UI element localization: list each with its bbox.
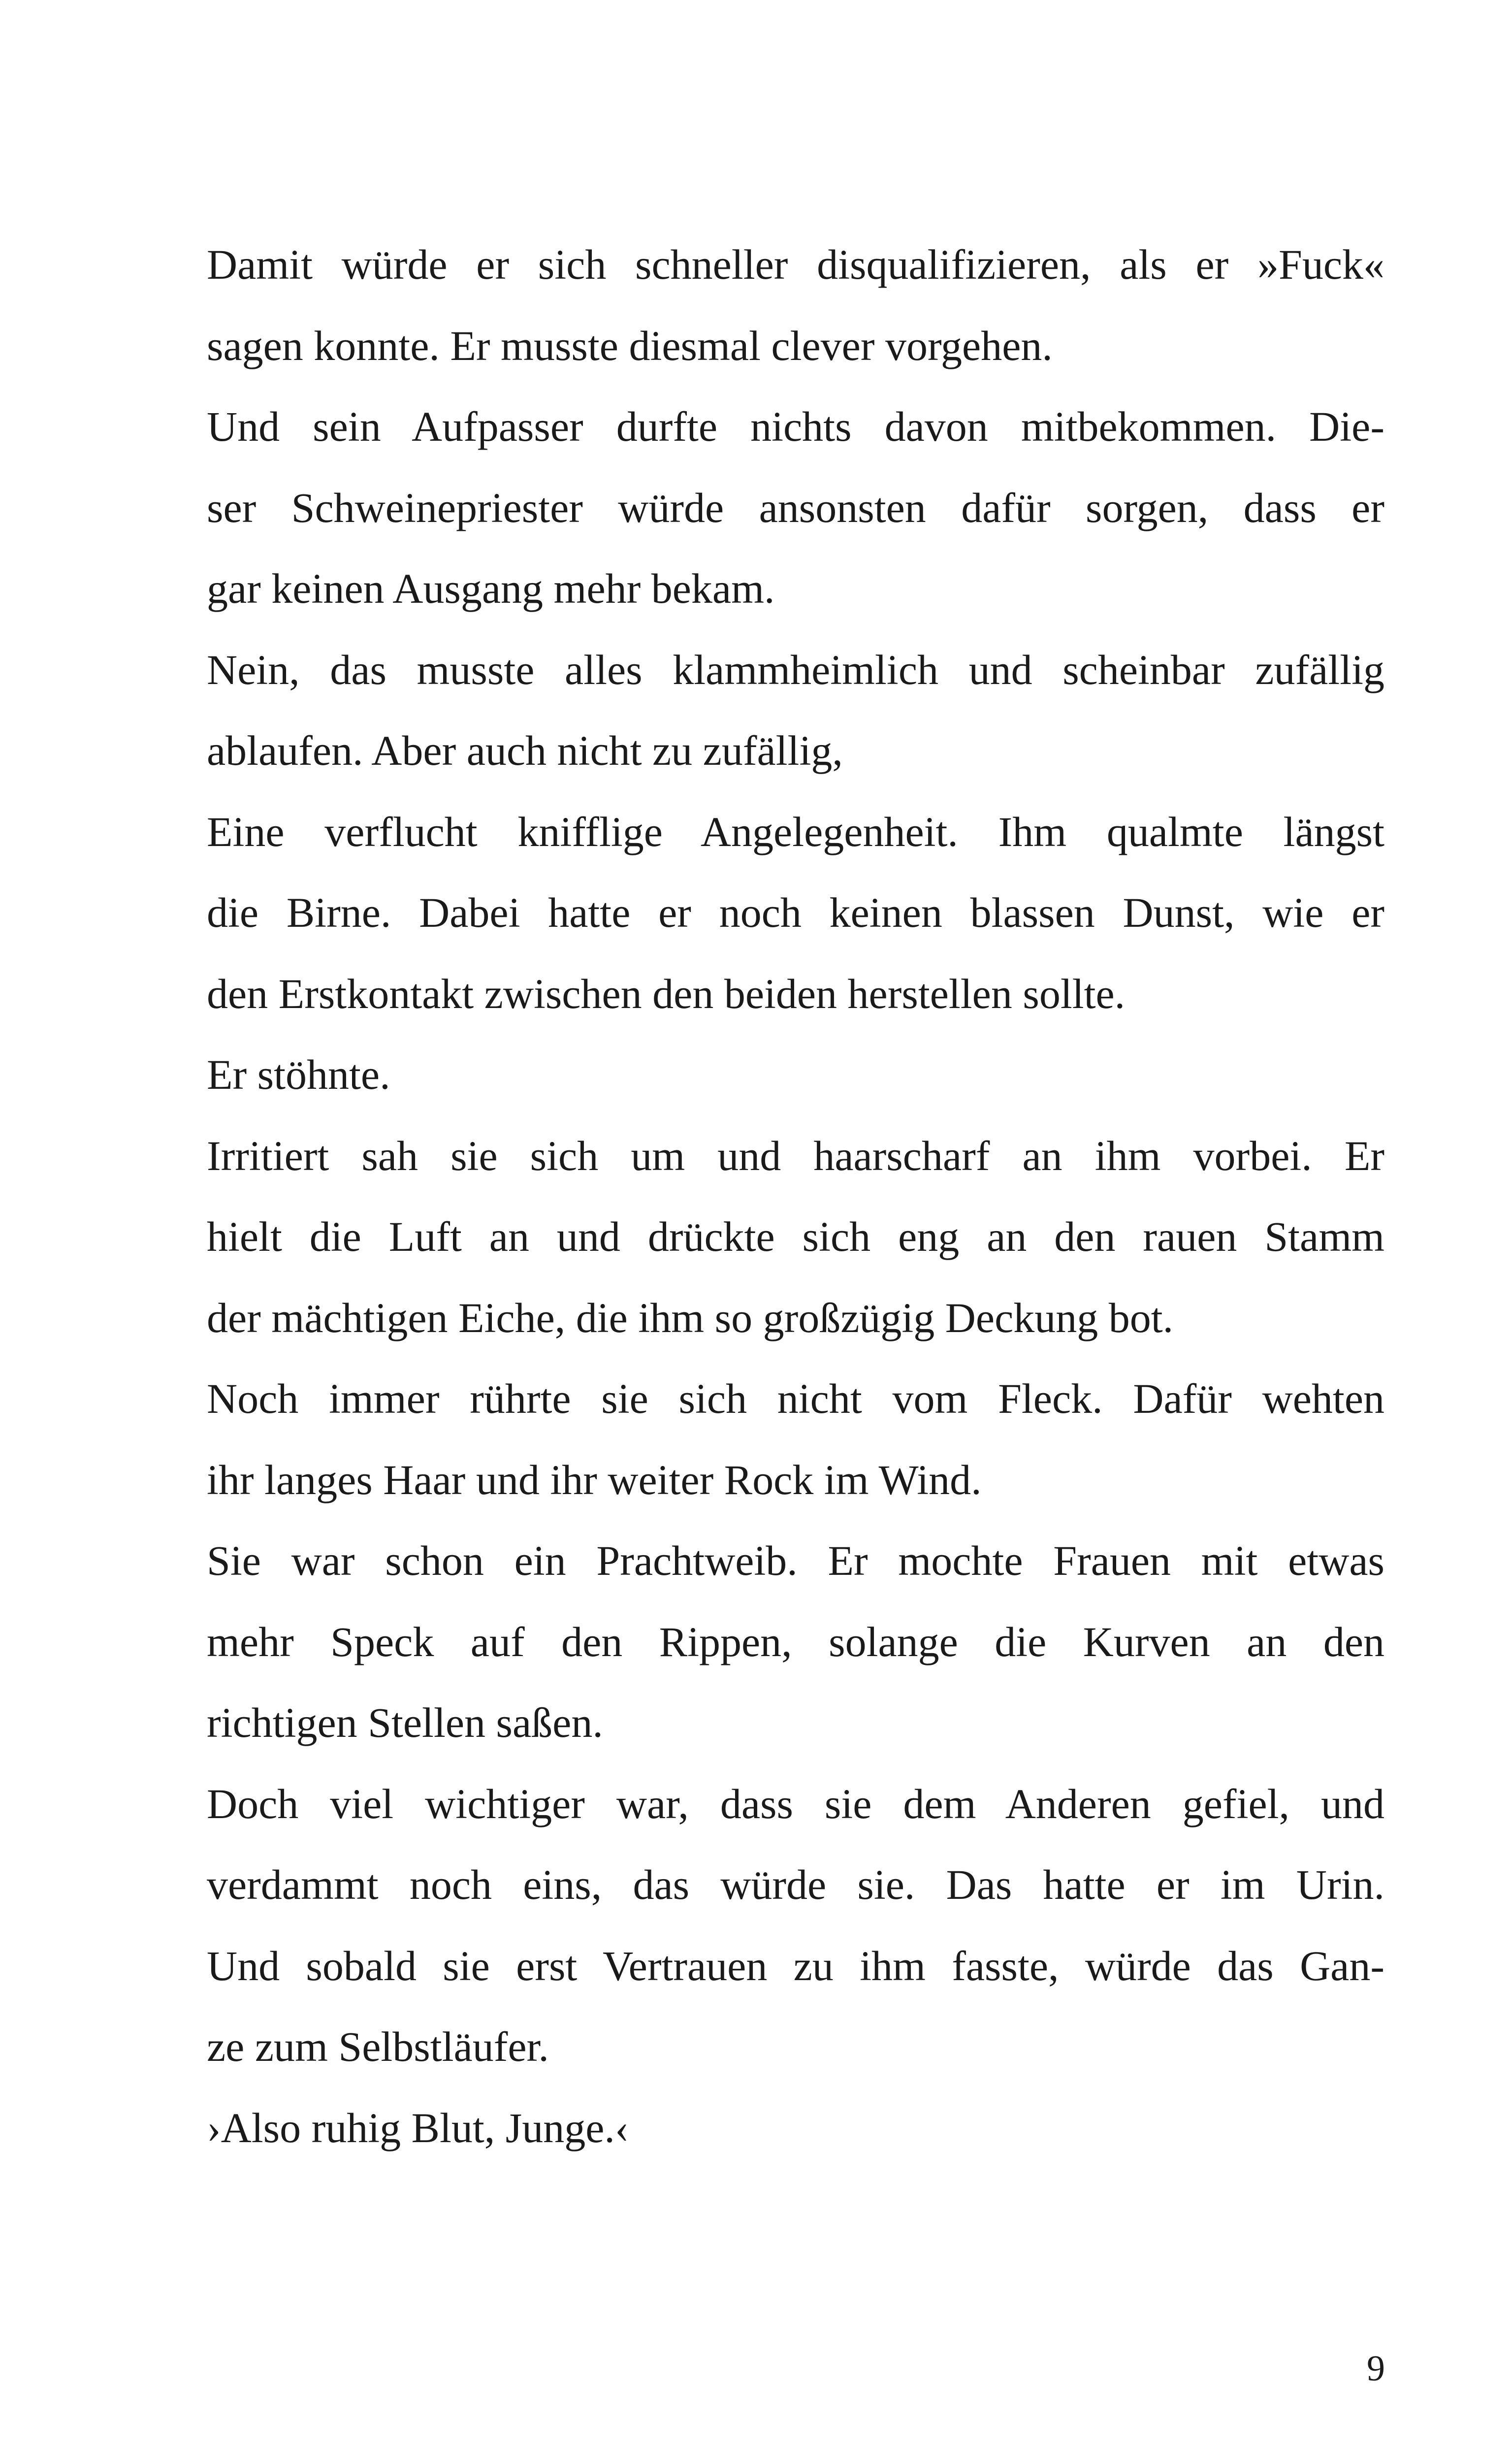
text-line: den Erstkontakt zwischen den beiden herstellen sollte. <box>207 970 1126 1017</box>
text-line: ablaufen. Aber auch nicht zu zufällig, <box>207 727 843 774</box>
text-line: Doch viel wichtiger war, dass sie dem Anderen gefiel, und <box>207 1780 1384 1827</box>
text-line: sagen konnte. Er musste diesmal clever vorgehen. <box>207 322 1053 369</box>
text-line: Irritiert sah sie sich um und haarscharf an ihm vorbei. Er <box>207 1132 1384 1179</box>
text-line: Sie war schon ein Prachtweib. Er mochte Frauen mit etwas <box>207 1537 1384 1584</box>
text-line: Und sein Aufpasser durfte nichts davon mitbekommen. Die- <box>207 403 1384 450</box>
text-line: richtigen Stellen saßen. <box>207 1699 603 1746</box>
text-line: Damit würde er sich schneller disqualifizieren, als er »Fuck« <box>207 241 1384 288</box>
text-line: mehr Speck auf den Rippen, solange die Kurven an den <box>207 1618 1384 1665</box>
text-line: verdammt noch eins, das würde sie. Das hatte er im Urin. <box>207 1861 1384 1908</box>
body-text <box>207 224 1384 2168</box>
text-line: die Birne. Dabei hatte er noch keinen blassen Dunst, wie er <box>207 889 1384 936</box>
text-line: Er stöhnte. <box>207 1051 390 1098</box>
text-line: Noch immer rührte sie sich nicht vom Fleck. Dafür wehten <box>207 1375 1384 1422</box>
text-line: ›Also ruhig Blut, Junge.‹ <box>207 2104 629 2151</box>
text-line: Eine verflucht knifflige Angelegenheit. Ihm qualmte längst <box>207 808 1384 855</box>
text-line: hielt die Luft an und drückte sich eng an den rauen Stamm <box>207 1213 1384 1260</box>
page-number: 9 <box>1367 2348 1385 2389</box>
text-line: der mächtigen Eiche, die ihm so großzügig Deckung bot. <box>207 1294 1174 1341</box>
text-line: ihr langes Haar und ihr weiter Rock im Wind. <box>207 1456 982 1503</box>
text-line: Nein, das musste alles klammheimlich und scheinbar zufällig <box>207 646 1384 693</box>
text-line: ze zum Selbstläufer. <box>207 2023 549 2070</box>
text-line: ser Schweinepriester würde ansonsten dafür sorgen, dass er <box>207 484 1384 531</box>
text-line: gar keinen Ausgang mehr bekam. <box>207 565 775 612</box>
text-line: Und sobald sie erst Vertrauen zu ihm fasste, würde das Gan- <box>207 1942 1384 1989</box>
